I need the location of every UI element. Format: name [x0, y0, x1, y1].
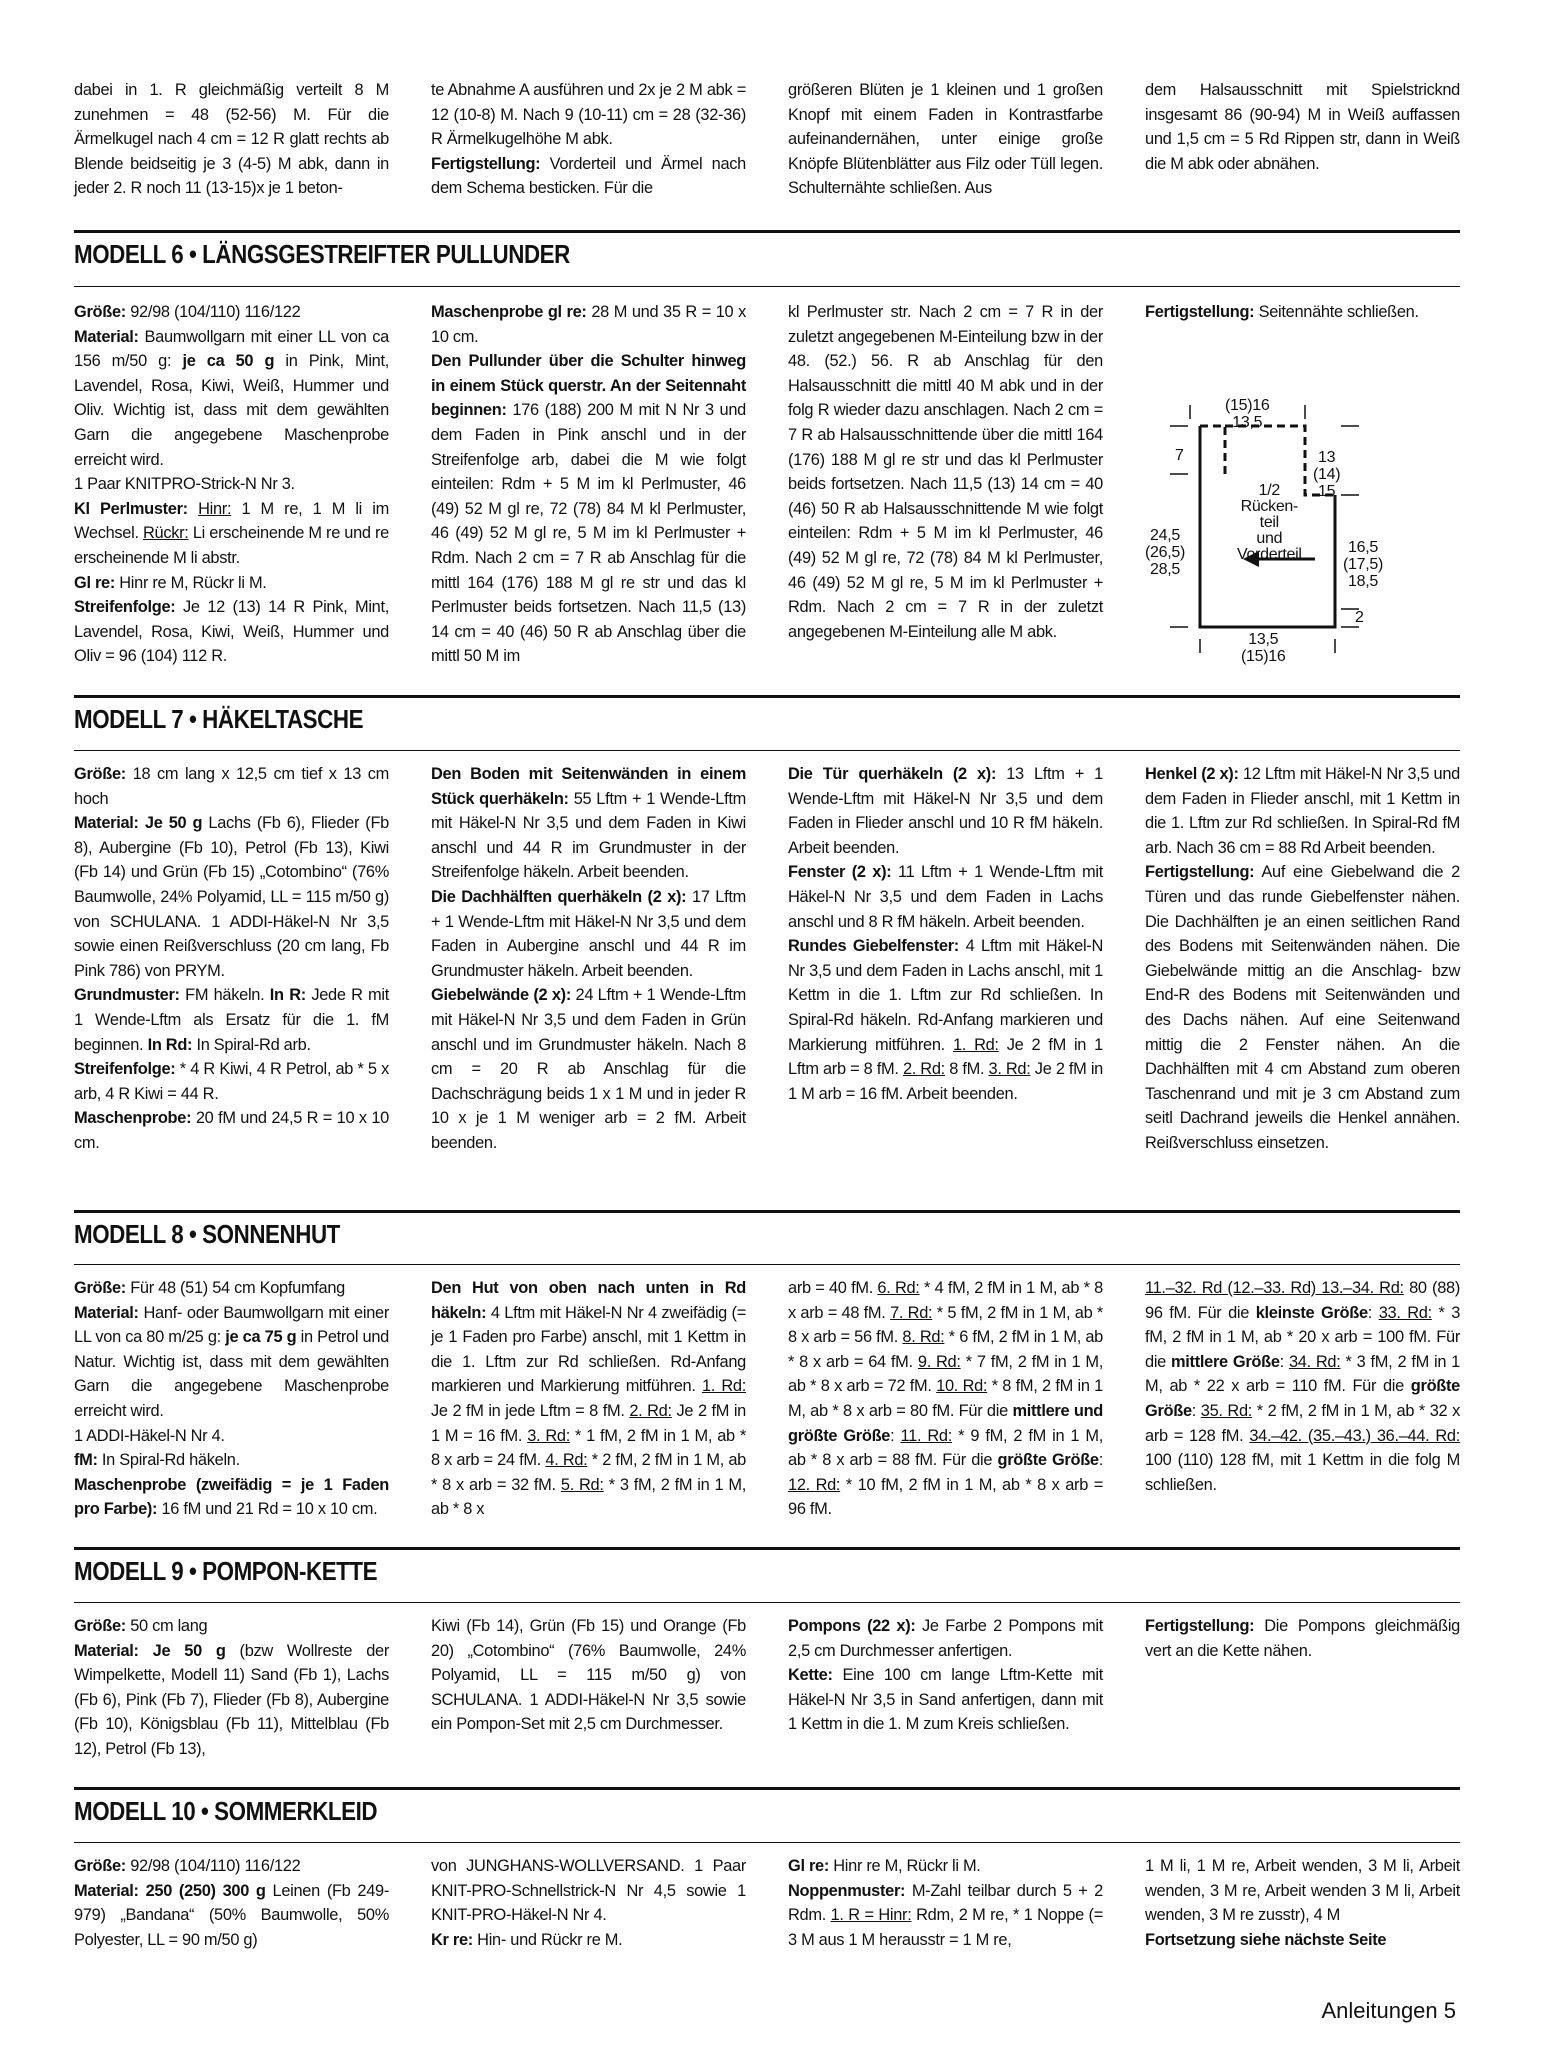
text: 50 cm lang — [125, 1617, 208, 1635]
dim-left-big: 24,5 (26,5) 28,5 — [1145, 526, 1185, 578]
text: 13 Lftm + 1 Wende-Lftm mit Häkel-N Nr 3,5 und dem Faden in Flieder anschl und 10 R fM häkeln. Arbeit beenden. — [788, 765, 1103, 857]
text: Leinen (Fb 249-979) „Bandana“ (50% Baumwolle, 50% Polyester, LL = 90 m/50 g) — [74, 1881, 389, 1949]
bold-label: Gl re: — [788, 1857, 830, 1875]
bold-label: Den Hut von oben nach unten in Rd häkeln: — [431, 1279, 746, 1322]
dim-left-small: 7 — [1175, 446, 1184, 464]
paragraph — [788, 1879, 1103, 1953]
underline-text: Rückr: — [143, 524, 189, 543]
label: Fertigstellung: — [1145, 303, 1255, 321]
m9-col-2 — [431, 1614, 746, 1762]
underline-label: 2. Rd: — [902, 1060, 945, 1079]
bold-label: Maschenprobe: — [74, 1109, 192, 1128]
bold-label: fM: — [74, 1451, 98, 1470]
m8-col-2 — [431, 1276, 746, 1522]
text: 11 Lftm + 1 Wende-Lftm mit Häkel-N Nr 3,5 und dem Faden in Lachs anschl und 8 R fM häkeln. Arbeit beenden. — [788, 863, 1103, 931]
paragraph — [74, 1301, 389, 1424]
text: Je Farbe 2 Pompons mit 2,5 cm Durchmesser anfertigen. — [788, 1617, 1103, 1660]
text: * 5 fM, 2 fM in 1 M, ab * 8 x arb = 56 fM. — [788, 1303, 1103, 1347]
m7-col-2 — [431, 762, 746, 1156]
paragraph — [788, 1854, 1103, 1879]
underline-label: 34.–42. (35.–43.) 36.–44. Rd: — [1249, 1426, 1460, 1445]
underline-label: 1. Rd: — [701, 1377, 746, 1396]
underline-label: 33. Rd: — [1378, 1303, 1432, 1322]
text: 92/98 (104/110) 116/122 — [125, 1857, 301, 1875]
section-heading-modell-9 — [74, 1547, 1460, 1587]
paragraph — [74, 762, 389, 811]
paragraph — [431, 78, 746, 201]
modell-9-row — [74, 1614, 1460, 1762]
paragraph — [74, 497, 389, 571]
text: 1 M li, 1 M re, Arbeit wenden, 3 M li, Arbeit wenden, 3 M re, Arbeit wenden 3 M li, Arbeit wenden, 3 M re zusstr), 4 M — [1145, 1857, 1460, 1925]
text: * 3 fM, 2 fM in 1 M, ab * 20 x arb = 100 fM. Für die — [1145, 1303, 1461, 1371]
text: von JUNGHANS-WOLLVERSAND. 1 Paar KNIT-PRO-Schnellstrick-N Nr 4,5 sowie 1 KNIT-PRO-Häkel-N Nr 4. — [431, 1857, 746, 1925]
underline-label: 1. Rd: — [952, 1035, 999, 1054]
label: Material: — [74, 327, 139, 346]
m6-col-3 — [788, 300, 1103, 669]
m9-col-4 — [1145, 1614, 1460, 1762]
paragraph — [74, 1276, 389, 1301]
m7-col-3 — [788, 762, 1103, 1156]
paragraph — [74, 1879, 389, 1953]
paragraph — [74, 1473, 389, 1522]
text: Li erscheinende M re und re erscheinende M li abstr. — [74, 524, 389, 567]
text: Für 48 (51) 54 cm Kopfumfang — [125, 1279, 345, 1297]
text: In Spiral-Rd arb. — [192, 1035, 311, 1054]
text: : — [1191, 1401, 1201, 1420]
text: In Spiral-Rd häkeln. — [97, 1451, 240, 1470]
m8-col-1 — [74, 1276, 389, 1522]
bold-label: Giebelwände (2 x): — [431, 986, 571, 1005]
paragraph — [74, 325, 389, 473]
section-title: MODELL 9 • POMPON-KETTE — [74, 1556, 378, 1586]
bold-label: größte Größe — [997, 1451, 1099, 1470]
text: Hinr re M, Rückr li M. — [115, 573, 267, 592]
paragraph: Kiwi (Fb 14), Grün (Fb 15) und Orange (Fb 20) „Cotombino“ (76% Baumwolle, 24% Polyamid, LL = 115 m/50 g) von SCHULANA. 1 ADDI-Häkel-N Nr 3,5 sowie ein Pompon-Set mit 2,5 cm Durchmesser. — [431, 1617, 746, 1734]
text: Hanf- oder Baumwollgarn mit einer LL von ca 80 m/25 g: — [74, 1303, 389, 1347]
text: Je 2 fM in 1 M arb = 16 fM. Arbeit beenden. — [788, 1060, 1103, 1103]
paragraph — [788, 1614, 1103, 1663]
paragraph — [74, 1854, 389, 1879]
m8-col-4 — [1145, 1276, 1460, 1522]
paragraph: kl Perlmuster str. Nach 2 cm = 7 R in der zuletzt angegebenen M-Einteilung bzw in der 48. (52.) 56. R ab Anschlag für den Halsausschnitt die mittl 40 M abk und in der folg R wieder dazu anschlagen. Nach 2 cm = 7 R ab Halsausschnittende über die mittl 164 (176) 188 M gl re str und das kl Perlmuster beids fortsetzen. Nach 11,5 (13) 14 cm = 40 (46) 50 R ab Halsausschnittende M wie folgt einteilen: Rdm + 5 M im kl Perlmuster, 46 (49) 52 M gl re, 72 (78) 84 M kl Perlmuster, 46 (49) 52 M gl re, 5 M im kl Perlmuster + Rdm. Nach 2 cm = 7 R in der zuletzt angegebenen M-Einteilung alle M abk. — [788, 303, 1103, 641]
dim-right-big: 16,5 (17,5) 18,5 — [1343, 538, 1383, 590]
paragraph — [788, 934, 1103, 1106]
text: * 4 fM, 2 fM in 1 M, ab * 8 x arb = 48 fM. — [788, 1279, 1103, 1322]
paragraph: größeren Blüten je 1 kleinen und 1 großen Knopf mit einem Faden in Kontrastfarbe aufeinandernähen, unter einige große Knöpfe Blütenblätter aus Filz oder Tüll legen. Schulternähte schließen. Aus — [788, 81, 1103, 198]
m6-col-4 — [1145, 300, 1460, 669]
text: Je 2 fM in 1 M = 16 fM. — [431, 1401, 747, 1445]
divider — [74, 286, 1460, 287]
label: Gl re: — [74, 573, 116, 592]
dim-right-top: 13 (14) 15 — [1313, 448, 1341, 500]
modell-8-row — [74, 1276, 1460, 1522]
text: * 8 fM, 2 fM in 1 M, ab * 8 x arb = 80 fM. Für die — [788, 1377, 1103, 1420]
bold-label: Fertigstellung: — [1145, 1617, 1255, 1635]
bold-label: Größe: — [74, 1617, 126, 1635]
bold-label: Henkel (2 x): — [1145, 765, 1239, 783]
paragraph — [74, 1614, 389, 1639]
paragraph: dabei in 1. R gleichmäßig verteilt 8 M zunehmen = 48 (52-56) M. Für die Ärmelkugel nach 4 cm = 12 R glatt rechts ab Blende beidseitig je 3 (4-5) M abk, dann in jeder 2. R noch 11 (13-15)x je 1 beton- — [74, 81, 389, 198]
paragraph — [74, 595, 389, 669]
modell-6-row — [74, 300, 1460, 669]
text: 28 M und 35 R = 10 x 10 cm. — [431, 303, 746, 346]
text: 80 (88) 96 fM. Für die — [1145, 1279, 1460, 1322]
underline-label: 11. Rd: — [900, 1426, 952, 1445]
text: 1 M re, 1 M li im Wechsel. — [74, 499, 389, 543]
text: Je 12 (13) 14 R Pink, Mint, Lavendel, Rosa, Kiwi, Weiß, Hummer und Oliv = 96 (104) 112 R. — [74, 598, 389, 666]
text: Vorderteil und Ärmel nach dem Schema besticken. Für die — [431, 154, 746, 198]
underline-text: Hinr: — [198, 499, 232, 518]
paragraph — [74, 1057, 389, 1106]
paragraph — [74, 571, 389, 596]
underline-label: 35. Rd: — [1200, 1401, 1253, 1420]
text: in Pink, Mint, Lavendel, Rosa, Kiwi, Weiß, Hummer und Oliv. Wichtig ist, dass mit dem gewählten Garn die angegebene Maschenprobe erreicht wird. — [74, 352, 389, 469]
bold-label: mittlere und größte Größe — [788, 1401, 1103, 1445]
divider — [74, 1842, 1460, 1843]
paragraph — [431, 1276, 746, 1522]
section-heading-modell-10 — [74, 1787, 1460, 1827]
section-title: MODELL 10 • SOMMERKLEID — [74, 1796, 378, 1826]
underline-label: 6. Rd: — [877, 1279, 920, 1297]
text: 12 Lftm mit Häkel-N Nr 3,5 und dem Faden in Flieder anschl, mit 1 Kettm in die 1. Lftm zur Rd schließen. In Spiral-Rd fM arb. Nach 36 cm = 88 Rd Arbeit beenden. — [1145, 765, 1460, 857]
text: Die Pompons gleichmäßig vert an die Kette nähen. — [1145, 1617, 1460, 1660]
paragraph — [74, 983, 389, 1057]
text: 55 Lftm + 1 Wende-Lftm mit Häkel-N Nr 3,5 und dem Faden in Kiwi anschl und 44 R im Grundmuster in der Streifenfolge häkeln. Arbeit beenden. — [431, 789, 746, 882]
text: Eine 100 cm lange Lftm-Kette mit Häkel-N Nr 3,5 in Sand anfertigen, dann mit 1 Kettm in die 1. M zum Kreis schließen. — [788, 1666, 1103, 1734]
bold-label: Größe: — [74, 1857, 126, 1875]
section-title: MODELL 7 • HÄKELTASCHE — [74, 704, 364, 734]
bold-label: größte Größe — [1145, 1377, 1460, 1420]
m10-col-3 — [788, 1854, 1103, 1952]
paragraph — [74, 1639, 389, 1762]
paragraph — [431, 762, 746, 885]
underline-label: 1. R = Hinr: — [830, 1906, 912, 1925]
underline-label: 9. Rd: — [917, 1352, 961, 1371]
underline-label: 10. Rd: — [936, 1377, 988, 1396]
paragraph — [1145, 1854, 1460, 1928]
text: arb = 40 fM. — [788, 1279, 878, 1297]
underline-label: 12. Rd: — [788, 1475, 841, 1494]
divider — [74, 750, 1460, 751]
text: * 4 R Kiwi, 4 R Petrol, ab * 5 x arb, 4 R Kiwi = 44 R. — [74, 1060, 389, 1103]
underline-label: 2. Rd: — [629, 1401, 672, 1420]
paragraph — [788, 1663, 1103, 1737]
text: Je 2 fM in jede Lftm = 8 fM. — [431, 1401, 630, 1420]
page-footer: Anleitungen 5 — [1321, 1998, 1456, 2023]
bold-label: Noppenmuster: — [788, 1881, 906, 1900]
text: Je 2 fM in 1 Lftm arb = 8 fM. — [788, 1035, 1103, 1079]
text: * 2 fM, 2 fM in 1 M, ab * 32 x arb = 128 fM. — [1145, 1401, 1461, 1445]
bold-label: Rundes Giebelfenster: — [788, 937, 959, 956]
label: Größe: — [74, 303, 126, 321]
text: * 9 fM, 2 fM in 1 M, ab * 8 x arb = 88 fM. Für die — [788, 1426, 1104, 1470]
text: Jede R mit 1 Wende-Lftm als Ersatz für die 1. fM beginnen. — [74, 986, 389, 1054]
label: Kl Perlmuster: — [74, 499, 188, 518]
paragraph — [74, 1106, 389, 1155]
text: * 3 fM, 2 fM in 1 M, ab * 22 x arb = 110 fM. Für die — [1145, 1352, 1460, 1396]
bold-label: Material: Je 50 g — [74, 814, 203, 833]
paragraph: 1 Paar KNITPRO-Strick-N Nr 3. — [74, 475, 295, 494]
bold-label: Fortsetzung siehe nächste Seite — [1145, 1930, 1387, 1949]
dim-bottom: 13,5 (15)16 — [1241, 630, 1286, 665]
dim-right-bottom: 2 — [1355, 608, 1364, 626]
m9-col-3 — [788, 1614, 1103, 1762]
paragraph: dem Halsausschnitt mit Spielstricknd insgesamt 86 (90-94) M in Weiß auffassen und 1,5 cm = 5 Rd Rippen str, dann in Weiß die M abk oder abnähen. — [1145, 81, 1460, 173]
continuation-row — [74, 78, 1460, 201]
m7-col-1 — [74, 762, 389, 1156]
m10-col-1 — [74, 1854, 389, 1952]
text: * 3 fM, 2 fM in 1 M, ab * 8 x — [431, 1475, 747, 1519]
bold-label: Die Tür querhäkeln (2 x): — [788, 765, 997, 783]
paragraph — [431, 349, 746, 669]
schematic-center-label: 1/2 Rücken- teil und Vorderteil — [1237, 481, 1302, 563]
paragraph — [74, 300, 389, 325]
bold-label: Fenster (2 x): — [788, 863, 892, 882]
bold-label: Grundmuster: — [74, 986, 180, 1005]
section-heading-modell-8 — [74, 1210, 1460, 1250]
bold-label: kleinste Größe — [1255, 1303, 1368, 1322]
text: Hin- und Rückr re M. — [472, 1930, 623, 1949]
label: Streifenfolge: — [74, 598, 176, 617]
bold-label: Die Dachhälften querhäkeln (2 x): — [431, 887, 687, 906]
bold-label: Kr re: — [431, 1930, 473, 1949]
dim-top: (15)16 13,5 — [1225, 396, 1270, 431]
paragraph — [788, 1276, 1103, 1522]
underline-label: 4. Rd: — [545, 1451, 588, 1470]
paragraph — [74, 1424, 389, 1449]
text: Seitennähte schließen. — [1254, 303, 1419, 321]
text: * 10 fM, 2 fM in 1 M, ab * 8 x arb = 96 fM. — [788, 1475, 1103, 1519]
paragraph — [431, 1854, 746, 1928]
underline-label: 5. Rd: — [560, 1475, 604, 1494]
m10-col-4 — [1145, 1854, 1460, 1952]
cont-col-1 — [74, 78, 389, 201]
bold-label: Kette: — [788, 1666, 833, 1685]
bold-label: Fertigstellung: — [1145, 863, 1255, 882]
text: Auf eine Giebelwand die 2 Türen und das runde Giebelfenster nähen. Die Dachhälften je an einen seitlichen Rand des Bodens mit Seitenwänden nähen. Die Giebelwände mittig an die Anschlag- bzw End-R des Bodens mit Seitenwänden und des Dachs nähen. Auf eine Seitenwand mittig die 2 Fenster nähen. An die Dachhälften mit 4 cm Abstand zum oberen Taschenrand und mit je 3 cm Abstand zum seitl Dachrand jeweils die Henkel annähen. Reißverschluss einsetzen. — [1145, 863, 1460, 1152]
paragraph — [431, 300, 746, 349]
cont-col-4 — [1145, 78, 1460, 201]
bold-label: Größe: — [74, 765, 126, 783]
text: : — [1098, 1451, 1103, 1470]
text: Hinr re M, Rückr li M. — [829, 1857, 981, 1875]
pullunder-schematic — [1145, 359, 1455, 665]
text: 8 fM. — [944, 1060, 989, 1079]
bold-label: Pompons (22 x): — [788, 1617, 916, 1635]
divider — [74, 1264, 1460, 1265]
underline-label: 3. Rd: — [988, 1060, 1031, 1079]
modell-7-row — [74, 762, 1460, 1156]
bold-label: mittlere Größe — [1171, 1352, 1280, 1371]
paragraph — [788, 762, 1103, 860]
m9-col-1 — [74, 1614, 389, 1762]
paragraph — [1145, 1928, 1460, 1953]
text: * 7 fM, 2 fM in 1 M, ab * 8 x arb = 72 fM. — [788, 1352, 1104, 1396]
bold-label: Maschenprobe (zweifädig = je 1 Faden pro Farbe): — [74, 1475, 389, 1519]
text: : — [1279, 1352, 1289, 1371]
m7-col-4 — [1145, 762, 1460, 1156]
text: * 1 fM, 2 fM in 1 M, ab * 8 x arb = 24 fM. — [431, 1426, 746, 1470]
paragraph — [1145, 1276, 1460, 1497]
bold-label: je ca 75 g — [225, 1328, 297, 1347]
text: in Petrol und Natur. Wichtig ist, dass mit dem gewählten Garn die angegebene Maschenprobe erreicht wird. — [74, 1328, 389, 1420]
text: 20 fM und 24,5 R = 10 x 10 cm. — [74, 1109, 389, 1152]
text: Baumwollgarn mit einer LL von ca 156 m/50 g: — [74, 327, 389, 371]
paragraph — [431, 983, 746, 1155]
bold-label: In Rd: — [147, 1035, 193, 1054]
text: FM häkeln. — [179, 986, 270, 1005]
text: (bzw Wollreste der Wimpelkette, Modell 11) Sand (Fb 1), Lachs (Fb 6), Pink (Fb 7), Flieder (Fb 8), Aubergine (Fb 10), Königsblau (Fb 11), Mittelblau (Fb 12), Petrol (Fb 13), — [74, 1641, 389, 1758]
text: 4 Lftm mit Häkel-N Nr 3,5 und dem Faden in Lachs anschl, mit 1 Kettm in die 1. Lftm zur Rd schließen. In Spiral-Rd häkeln. Rd-Anfang markieren und Markierung mitführen. — [788, 937, 1103, 1054]
text: 92/98 (104/110) 116/122 — [125, 303, 301, 321]
underline-label: 11.–32. Rd (12.–33. Rd) 13.–34. Rd: — [1145, 1279, 1404, 1297]
label: Den Pullunder über die Schulter hinweg in einem Stück querstr. An der Seitennaht beginnen: — [431, 352, 746, 420]
paragraph — [1145, 860, 1460, 1155]
text: M-Zahl teilbar durch 5 + 2 Rdm. — [788, 1881, 1103, 1925]
bold-label: Den Boden mit Seitenwänden in einem Stück querhäkeln: — [431, 765, 746, 808]
section-title: MODELL 6 • LÄNGSGESTREIFTER PULLUNDER — [74, 239, 570, 269]
text: : — [1367, 1303, 1379, 1322]
text: Lachs (Fb 6), Flieder (Fb 8), Aubergine (Fb 10), Petrol (Fb 13), Kiwi (Fb 14) und Grün (Fb 15) „Cotombino“ (76% Baumwolle, 24% Polyamid, LL = 115 m/50 g) von SCHULANA. 1 ADDI-Häkel-N Nr 3,5 sowie einen Reißverschluss (20 cm lang, Fb Pink 786) von PRYM. — [74, 814, 389, 980]
bold-label: Material: Je 50 g — [74, 1641, 226, 1660]
m10-col-2 — [431, 1854, 746, 1952]
text: * 2 fM, 2 fM in 1 M, ab * 8 x arb = 32 fM. — [431, 1451, 746, 1494]
underline-label: 7. Rd: — [890, 1303, 933, 1322]
bold-label: In R: — [269, 986, 306, 1005]
text: 18 cm lang x 12,5 cm tief x 13 cm hoch — [74, 765, 389, 808]
text: : — [890, 1426, 901, 1445]
paragraph — [431, 1928, 746, 1953]
paragraph — [1145, 1614, 1460, 1663]
bold-label: Größe: — [74, 1279, 126, 1297]
text: 100 (110) 128 fM, mit 1 Kettm in die folg M schließen. — [1145, 1451, 1460, 1494]
paragraph — [788, 860, 1103, 934]
cont-col-3 — [788, 78, 1103, 201]
paragraph — [431, 885, 746, 983]
text: 17 Lftm + 1 Wende-Lftm mit Häkel-N Nr 3,5 und dem Faden in Aubergine anschl und 44 R im Grundmuster häkeln. Arbeit beenden. — [431, 887, 746, 980]
bold-label: Material: — [74, 1303, 139, 1322]
underline-label: 8. Rd: — [902, 1328, 945, 1347]
m6-col-1 — [74, 300, 389, 669]
text: 24 Lftm + 1 Wende-Lftm mit Häkel-N Nr 3,5 und dem Faden in Grün anschl und im Grundmuster häkeln. Nach 8 cm = 20 R ab Anschlag für die Dachschrägung beids 1 x 1 M und in jeder R 10 x je 1 M weniger arb = 2 fM. Arbeit beenden. — [431, 986, 747, 1152]
label: Fertigstellung: — [431, 154, 541, 173]
text: 4 Lftm mit Häkel-N Nr 4 zweifädig (= je 1 Faden pro Farbe) anschl, mit 1 Kettm in die 1. Lftm zur Rd schließen. Rd-Anfang markieren und Markierung mitführen. — [431, 1303, 746, 1396]
underline-label: 34. Rd: — [1288, 1352, 1341, 1371]
paragraph — [74, 811, 389, 983]
label: Maschenprobe gl re: — [431, 303, 587, 321]
section-title: MODELL 8 • SONNENHUT — [74, 1219, 340, 1249]
underline-label: 3. Rd: — [527, 1426, 570, 1445]
paragraph — [74, 1448, 389, 1473]
m8-col-3 — [788, 1276, 1103, 1522]
bold-label: Material: 250 (250) 300 g — [74, 1881, 266, 1900]
label: je ca 50 g — [182, 352, 275, 371]
bold-label: Streifenfolge: — [74, 1060, 176, 1079]
text: 16 fM und 21 Rd = 10 x 10 cm. — [157, 1500, 378, 1519]
m6-col-2 — [431, 300, 746, 669]
paragraph — [1145, 762, 1460, 860]
divider — [74, 1602, 1460, 1603]
text: 1 ADDI-Häkel-N Nr 4. — [74, 1426, 225, 1445]
section-heading-modell-6 — [74, 230, 1460, 270]
text: 176 (188) 200 M mit N Nr 3 und dem Faden in Pink anschl und in der Streifenfolge arb, dabei die M wie folgt einteilen: Rdm + 5 M im kl Perlmuster, 46 (49) 52 M gl re, 72 (78) 84 M kl Perlmuster, 46 (49) 52 M gl re, 5 M im kl Perlmuster + Rdm. Nach 2 cm = 7 R ab Anschlag für die mittl 164 (176) 188 M gl re str und das kl Perlmuster beids fortsetzen. Nach 11,5 (13) 14 cm = 40 (46) 50 R ab Anschlag über die mittl 50 M im — [431, 401, 746, 666]
text: te Abnahme A ausführen und 2x je 2 M abk = 12 (10-8) M. Nach 9 (10-11) cm = 28 (32-36) R Ärmelkugelhöhe M abk. — [431, 81, 746, 149]
modell-10-row — [74, 1854, 1460, 1952]
paragraph — [1145, 300, 1460, 325]
cont-col-2 — [431, 78, 746, 201]
text: * 6 fM, 2 fM in 1 M, ab * 8 x arb = 64 fM. — [788, 1328, 1103, 1371]
text: Rdm, 2 M re, * 1 Noppe (= 3 M aus 1 M herausstr = 1 M re, — [788, 1906, 1103, 1949]
section-heading-modell-7 — [74, 695, 1460, 735]
